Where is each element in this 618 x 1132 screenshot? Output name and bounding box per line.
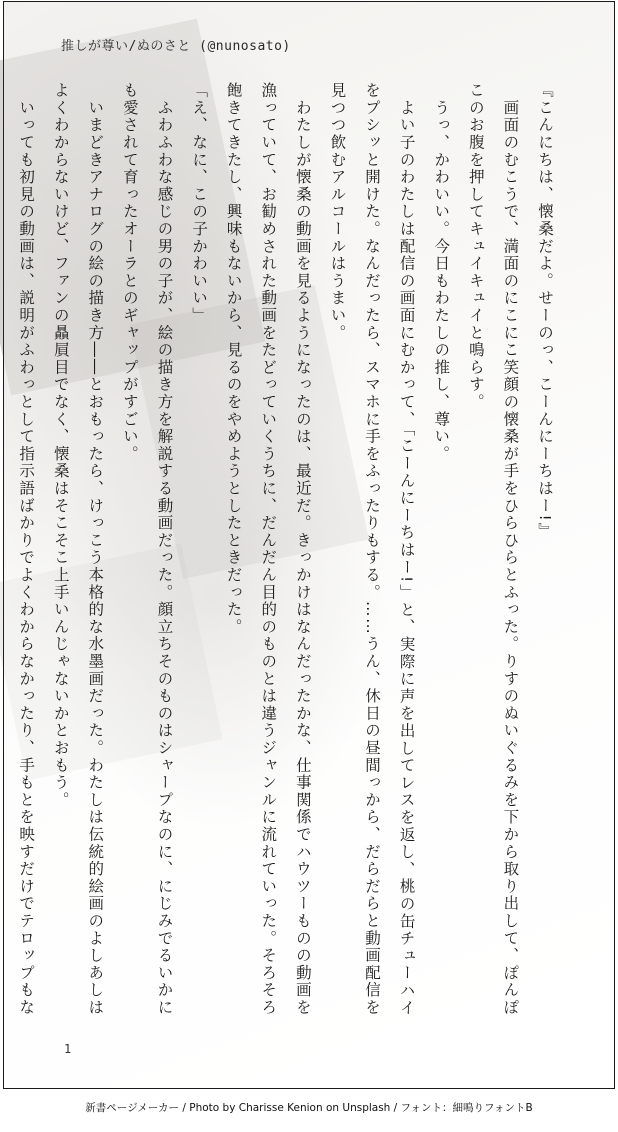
vertical-text-body [17,82,562,1022]
page-header: 推しが尊い/ぬのさと (@nunosato) [61,39,291,54]
paragraph: ふわふわな感じの男の子が、絵の描き方を解説する動画だった。顔立ちそのものはシャープなのに、にじみでるいかにも愛されて育ったオーラとのギャップがすごい。 [120,82,174,1017]
paragraph: 『こんにちは、懐桑だよ。せーのっ、こーんにーちはー!』 [536,82,554,540]
paragraph: よい子のわたしは配信の画面にむかって、「こーんにーちはー!」と、実際に声を出してレスを返し、桃の缶チューハイをプシッと開けた。なんだったら、スマホに手をふったりもする。……うん、休日の昼間っから、だらだらと動画配信を見つつ飲むアルコールはうまい。 [328,82,416,1017]
paragraph: いっても初見の動画は、説明がふわっとして指示語ばかりでよくわからなかったり、手もとを映すだけでテロップもな [17,99,36,1017]
paragraph: いまどきアナログの絵の描き方――とおもったら、けっこう本格的な水墨画だった。わたしは伝統的絵画のよしあしはよくわからないけど、ファンの贔屓目でなく、懐桑はそこそこ上手いんじゃないかとおもう。 [51,82,105,1017]
footer-credit: 新書ページメーカー / Photo by Charisse Kenion on Unsplash / フォント：細鳴りフォントB [85,1102,533,1114]
paragraph: わたしが懐桑の動画を見るようになったのは、最近だ。きっかけはなんだったかな、仕事関係でハウツーものの動画を漁っていて、お勧めされた動画をたどっていくうちに、だんだん目的のものとは違うジャンルに流れていった。そろそろ飽きてきたし、興味もないから、見るのをやめようとしたときだった。 [224,82,312,1017]
page-frame [3,1,615,1089]
paragraph: うっ、かわいい。今日もわたしの推し、尊い。 [432,82,451,463]
paragraph: 画面のむこうで、満面のにこにこ笑顔の懐桑が手をひらひらとふった。りすのぬいぐるみを下から取り出して、ぽんぽこのお腹を押してキュイキュイと鳴らす。 [466,82,520,1017]
page-number: 1 [64,1042,72,1056]
paragraph: 「え、なに、この子かわいい」 [190,82,209,325]
